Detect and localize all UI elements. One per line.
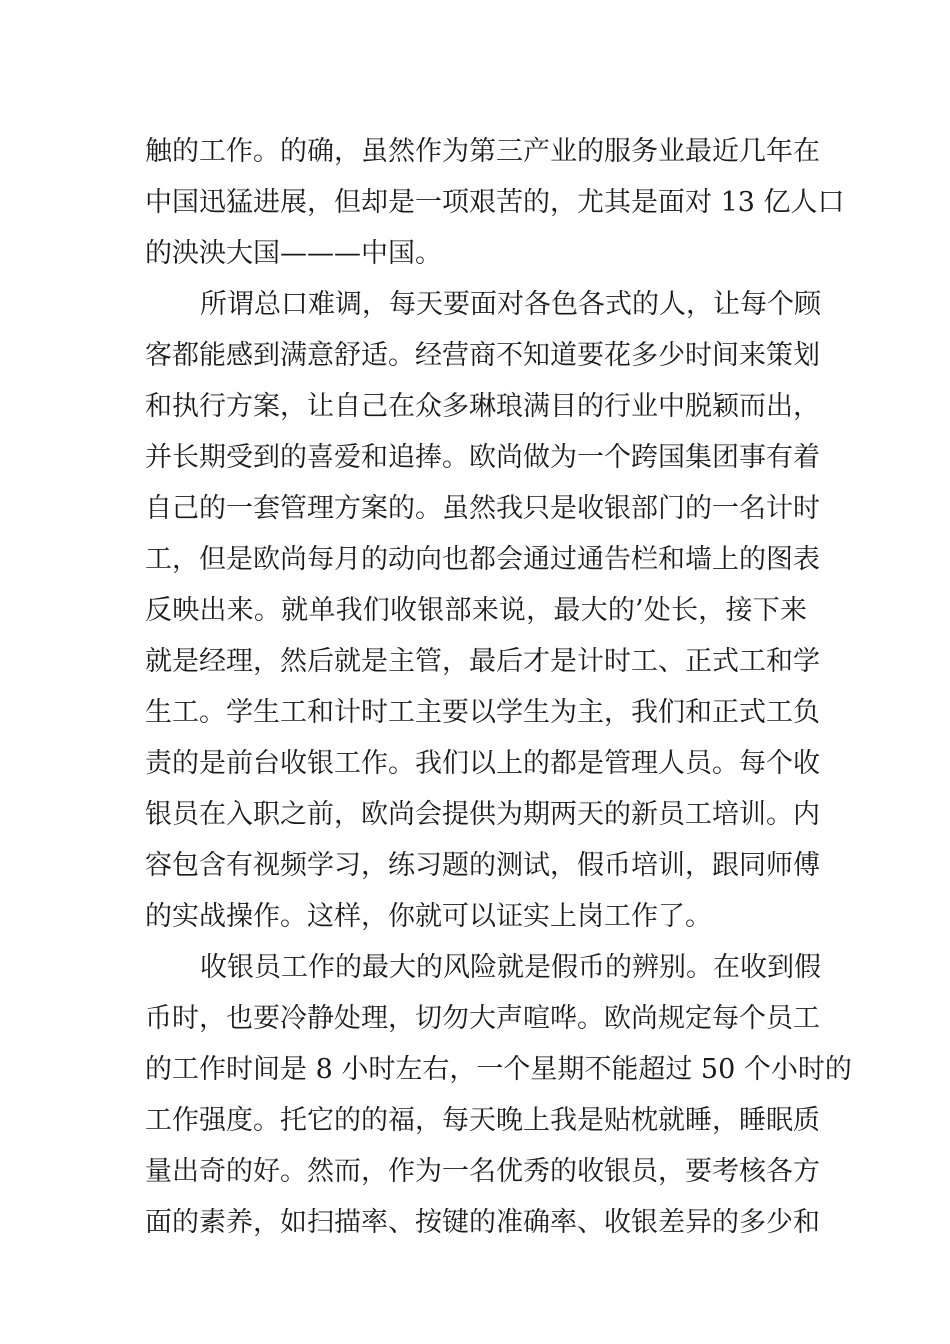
text-line: 自己的一套管理方案的。虽然我只是收银部门的一名计时	[145, 493, 820, 524]
text-line: 就是经理，然后就是主管，最后才是计时工、正式工和学	[145, 646, 820, 677]
text-line: 容包含有视频学习，练习题的测试，假币培训，跟同师傅	[145, 850, 820, 881]
text-line: 的泱泱大国———中国。	[145, 238, 442, 269]
text-line: 客都能感到满意舒适。经营商不知道要花多少时间来策划	[145, 340, 820, 371]
text-line: 并长期受到的喜爱和追捧。欧尚做为一个跨国集团事有着	[145, 442, 820, 473]
text-line: 银员在入职之前，欧尚会提供为期两天的新员工培训。内	[145, 799, 820, 830]
text-line: 的实战操作。这样，你就可以证实上岗工作了。	[145, 901, 712, 932]
text-line: 反映出来。就单我们收银部来说，最大的’处长，接下来	[145, 595, 807, 626]
text-line: 量出奇的好。然而，作为一名优秀的收银员，要考核各方	[145, 1156, 820, 1187]
text-line: 责的是前台收银工作。我们以上的都是管理人员。每个收	[145, 748, 820, 779]
text-line: 生工。学生工和计时工主要以学生为主，我们和正式工负	[145, 697, 820, 728]
text-line: 面的素养，如扫描率、按键的准确率、收银差异的多少和	[145, 1207, 820, 1238]
text-line: 工，但是欧尚每月的动向也都会通过通告栏和墙上的图表	[145, 544, 820, 575]
text-line: 币时，也要冷静处理，切勿大声喧哗。欧尚规定每个员工	[145, 1003, 820, 1034]
text-line: 和执行方案，让自己在众多琳琅满目的行业中脱颖而出，	[145, 391, 820, 422]
paragraph-first-line: 所谓总口难调，每天要面对各色各式的人，让每个顾	[200, 289, 821, 320]
text-line: 的工作时间是 8 小时左右，一个星期不能超过 50 个小时的	[145, 1054, 852, 1085]
text-line: 工作强度。托它的的福，每天晚上我是贴枕就睡，睡眠质	[145, 1105, 820, 1136]
text-line: 中国迅猛进展，但却是一项艰苦的，尤其是面对 13 亿人口	[145, 187, 845, 218]
paragraph-first-line: 收银员工作的最大的风险就是假币的辨别。在收到假	[200, 952, 821, 983]
text-line: 触的工作。的确，虽然作为第三产业的服务业最近几年在	[145, 136, 820, 167]
